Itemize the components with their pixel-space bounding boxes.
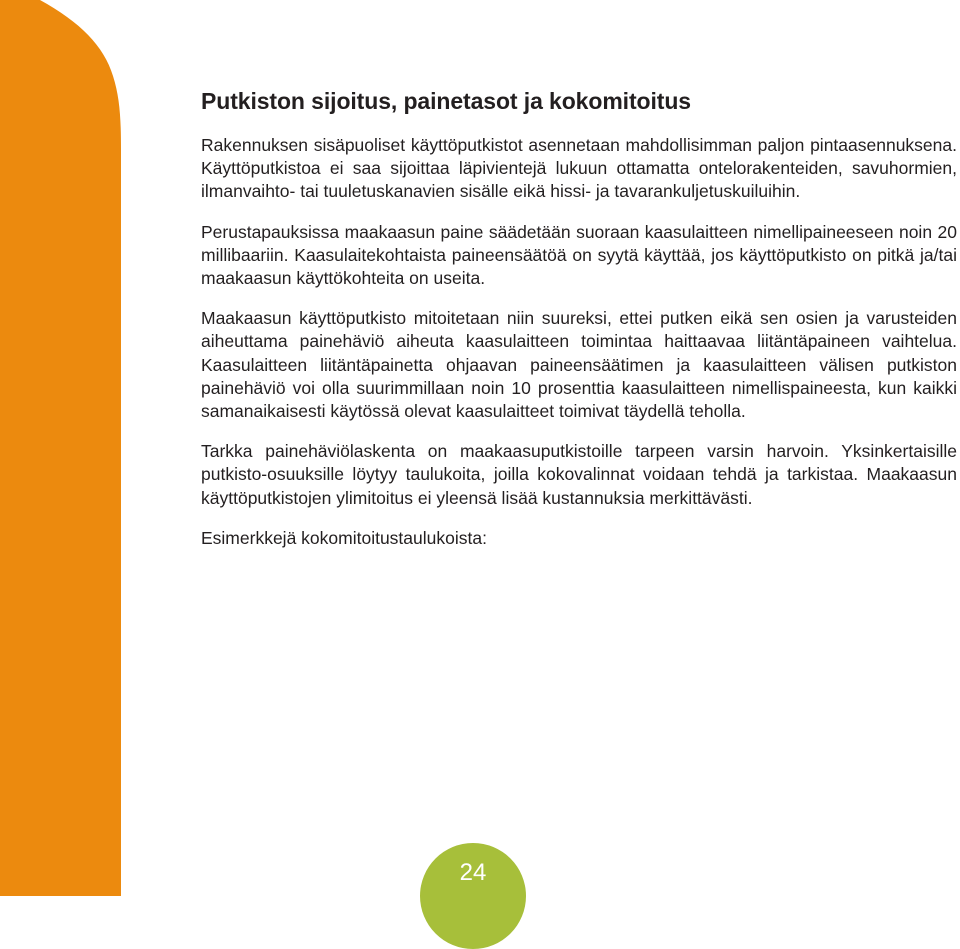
paragraph-pipe-placement: Rakennuksen sisäpuoliset käyttöputkistot asennetaan mahdollisimman paljon pintaasennuksena. Käyttöputkistoa ei saa sijoittaa läpivientejä lukuun ottamatta ontelorakenteiden, savuhormien, ilmanvaihto- tai tuuletuskanavien sisälle eikä hissi- ja tavarankuljetuskuiluihin. — [201, 135, 957, 202]
paragraph-pipe-sizing: Maakaasun käyttöputkisto mitoitetaan niin suureksi, ettei putken eikä sen osien ja varusteiden aiheuttama painehäviö aiheuta kaasulaitteen toimintaa haittaavaa liitäntäpaineen vaihtelua. Kaasulaitteen liitäntäpainetta ohjaavan paineensäätimen ja kaasulaitteen välisen putkiston painehäviö voi olla suurimmillaan noin 10 prosenttia kaasulaitteen nimellispaineesta, kun kaikki samanaikaisesti käytössä olevat kaasulaitteet toimivat täydellä teholla. — [201, 308, 957, 422]
page-number: 24 — [459, 859, 487, 886]
document-body — [201, 86, 957, 567]
orange-side-band-shape — [0, 0, 121, 896]
paragraph-pressure-loss-calculation: Tarkka painehäviölaskenta on maakaasuputkistoille tarpeen varsin harvoin. Yksinkertaisille putkisto-osuuksille löytyy taulukoita, joilla kokovalinnat voidaan tehdä ja tarkistaa. Maakaasun käyttöputkistojen ylimitoitus ei yleensä lisää kustannuksia merkittävästi. — [201, 441, 957, 508]
page-number-badge — [420, 843, 526, 949]
orange-side-band — [0, 0, 130, 896]
paragraph-table-examples-intro: Esimerkkejä kokomitoitustaulukoista: — [201, 527, 487, 548]
paragraph-pressure-levels: Perustapauksissa maakaasun paine säädetään suoraan kaasulaitteen nimellipaineeseen noin 20 millibaariin. Kaasulaitekohtaista paineensäätöä on syytä käyttää, jos käyttöputkisto on pitkä ja/tai maakaasun käyttökohteita on useita. — [201, 221, 957, 289]
page-heading: Putkiston sijoitus, painetasot ja kokomitoitus — [201, 88, 691, 114]
